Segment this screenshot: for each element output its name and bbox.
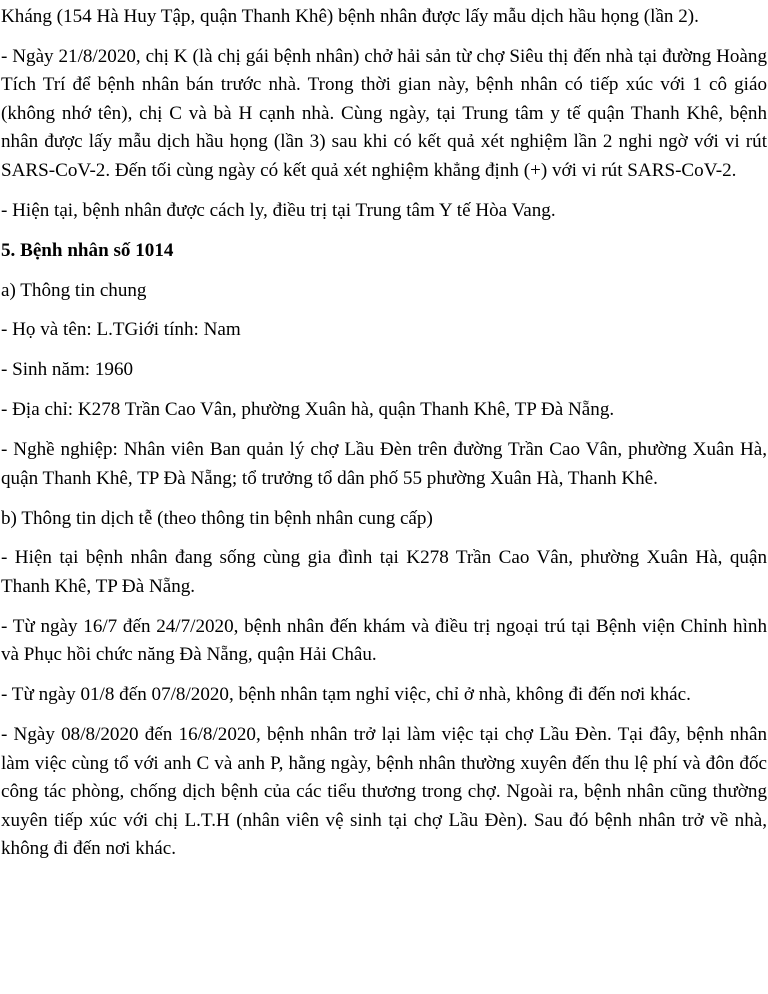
paragraph-aug-21-contacts: - Ngày 21/8/2020, chị K (là chị gái bệnh nhân) chở hải sản từ chợ Siêu thị đến nhà tại đường Hoàng Tích Trí để bệnh nhân bán trước nhà. Trong thời gian này, bệnh nhân có tiếp xúc với 1 cô giáo (không nhớ tên), chị C và bà H cạnh nhà. Cùng ngày, tại Trung tâm y tế quận Thanh Khê, bệnh nhân được lấy mẫu dịch hầu họng (lần 3) sau khi có kết quả xét nghiệm lần 2 nghi ngờ với vi rút SARS-CoV-2. Đến tối cùng ngày có kết quả xét nghiệm khẳng định (+) với vi rút SARS-CoV-2. (1, 45, 767, 181)
paragraph-hospital-visit: - Từ ngày 16/7 đến 24/7/2020, bệnh nhân đến khám và điều trị ngoại trú tại Bệnh viện Chỉnh hình và Phục hồi chức năng Đà Nẵng, quận Hải Châu. (1, 615, 767, 666)
field-address: - Địa chỉ: K278 Trần Cao Vân, phường Xuân hà, quận Thanh Khê, TP Đà Nẵng. (1, 399, 615, 421)
paragraph-sample-collection-2: Kháng (154 Hà Huy Tập, quận Thanh Khê) bệnh nhân được lấy mẫu dịch hầu họng (lần 2). (1, 6, 699, 27)
paragraph-current-isolation: - Hiện tại, bệnh nhân được cách ly, điều trị tại Trung tâm Y tế Hòa Vang. (1, 199, 556, 221)
field-birth-year: - Sinh năm: 1960 (1, 359, 134, 381)
paragraph-market-work: - Ngày 08/8/2020 đến 16/8/2020, bệnh nhân trở lại làm việc tại chợ Lầu Đèn. Tại đây, bệnh nhân làm việc cùng tổ với anh C và anh P, hằng ngày, bệnh nhân thường xuyên đến thu lệ phí và đôn đốc công tác phòng, chống dịch bệnh của các tiểu thương trong chợ. Ngoài ra, bệnh nhân cũng thường xuyên tiếp xúc với chị L.T.H (nhân viên vệ sinh tại chợ Lầu Đèn). Sau đó bệnh nhân trở về nhà, không đi đến nơi khác. (1, 724, 767, 860)
subheading-general-info: a) Thông tin chung (1, 279, 147, 301)
subheading-epidemiology: b) Thông tin dịch tễ (theo thông tin bệnh nhân cung cấp) (1, 507, 433, 529)
field-occupation: - Nghề nghiệp: Nhân viên Ban quản lý chợ Lầu Đèn trên đường Trần Cao Vân, phường Xuân Hà, quận Thanh Khê, TP Đà Nẵng; tổ trưởng tổ dân phố 55 phường Xuân Hà, Thanh Khê. (1, 439, 767, 489)
paragraph-stay-home: - Từ ngày 01/8 đến 07/8/2020, bệnh nhân tạm nghỉ việc, chỉ ở nhà, không đi đến nơi khác. (1, 684, 691, 706)
field-name-gender: - Họ và tên: L.TGiới tính: Nam (1, 319, 241, 341)
paragraph-residence: - Hiện tại bệnh nhân đang sống cùng gia đình tại K278 Trần Cao Vân, phường Xuân Hà, quận Thanh Khê, TP Đà Nẵng. (1, 547, 767, 597)
section-heading-patient-1014: 5. Bệnh nhân số 1014 (1, 239, 174, 261)
